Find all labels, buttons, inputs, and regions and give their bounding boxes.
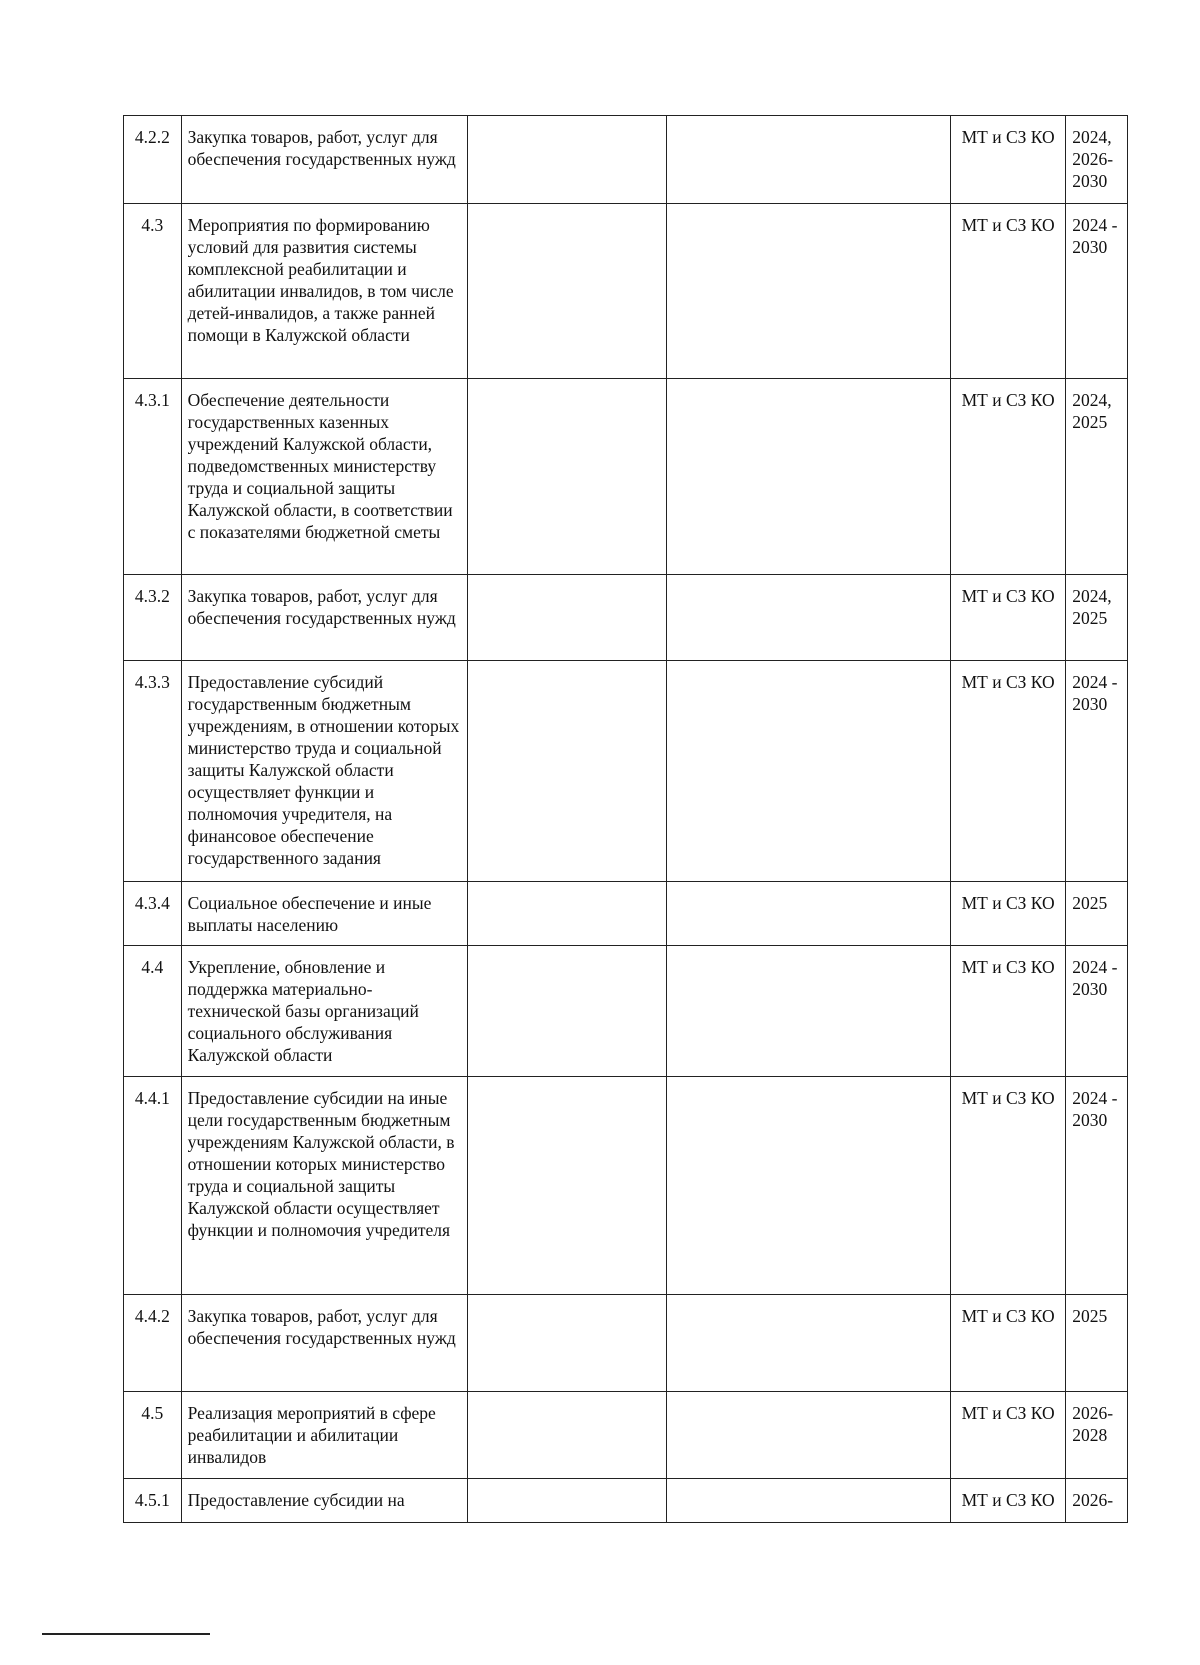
period-line: 2024, <box>1072 586 1112 606</box>
period-cell <box>1066 1077 1128 1295</box>
measure-name-cell: Реализация мероприятий в сфере реабилитации и абилитации инвалидов <box>181 1392 467 1479</box>
row-number-cell: 4.4.2 <box>124 1295 182 1392</box>
table-row <box>124 661 1128 882</box>
period-line: 2025 <box>1072 893 1108 913</box>
empty-cell <box>666 1077 950 1295</box>
period-line: 2030 <box>1072 979 1108 999</box>
empty-cell <box>467 575 666 661</box>
empty-cell <box>666 946 950 1077</box>
empty-cell <box>666 1392 950 1479</box>
executor-cell: МТ и СЗ КО <box>951 661 1066 882</box>
period-line: 2024 - <box>1072 215 1118 235</box>
measures-table <box>123 115 1128 1523</box>
measure-name-cell: Предоставление субсидий государственным бюджетным учреждениям, в отношении которых министерство труда и социальной защиты Калужской области осуществляет функции и полномочия учредителя, на финансовое обеспечение государственного задания <box>181 661 467 882</box>
executor-cell: МТ и СЗ КО <box>951 1295 1066 1392</box>
period-cell <box>1066 379 1128 575</box>
empty-cell <box>467 116 666 204</box>
measure-name-cell: Предоставление субсидии на иные цели государственным бюджетным учреждениям Калужской области, в отношении которых министерство труда и социальной защиты Калужской области осуществляет функции и полномочия учредителя <box>181 1077 467 1295</box>
row-number-cell: 4.2.2 <box>124 116 182 204</box>
table-row <box>124 946 1128 1077</box>
period-cell <box>1066 204 1128 379</box>
measure-name-cell: Мероприятия по формированию условий для развития системы комплексной реабилитации и абилитации инвалидов, в том числе детей-инвалидов, а также ранней помощи в Калужской области <box>181 204 467 379</box>
table-row <box>124 116 1128 204</box>
empty-cell <box>467 661 666 882</box>
executor-cell: МТ и СЗ КО <box>951 1077 1066 1295</box>
table-body <box>124 116 1128 1523</box>
empty-cell <box>467 1077 666 1295</box>
table-row <box>124 1295 1128 1392</box>
empty-cell <box>666 1479 950 1523</box>
empty-cell <box>467 204 666 379</box>
period-line: 2025 <box>1072 1306 1108 1326</box>
period-line: 2026- <box>1072 1490 1114 1510</box>
period-line: 2024, <box>1072 390 1112 410</box>
period-line: 2026- <box>1072 149 1114 169</box>
period-line: 2024 - <box>1072 1088 1118 1108</box>
executor-cell: МТ и СЗ КО <box>951 116 1066 204</box>
measure-name-cell: Закупка товаров, работ, услуг для обеспечения государственных нужд <box>181 1295 467 1392</box>
row-number-cell: 4.3.1 <box>124 379 182 575</box>
row-number-cell: 4.5 <box>124 1392 182 1479</box>
period-line: 2025 <box>1072 608 1108 628</box>
period-line: 2024, <box>1072 127 1112 147</box>
period-line: 2024 - <box>1072 957 1118 977</box>
row-number-cell: 4.4.1 <box>124 1077 182 1295</box>
period-cell <box>1066 1392 1128 1479</box>
row-number-cell: 4.5.1 <box>124 1479 182 1523</box>
table-row <box>124 575 1128 661</box>
empty-cell <box>666 1295 950 1392</box>
empty-cell <box>467 1479 666 1523</box>
period-line: 2030 <box>1072 237 1108 257</box>
row-number-cell: 4.3.2 <box>124 575 182 661</box>
table-row <box>124 882 1128 946</box>
period-cell <box>1066 946 1128 1077</box>
table-row <box>124 1479 1128 1523</box>
executor-cell: МТ и СЗ КО <box>951 946 1066 1077</box>
executor-cell: МТ и СЗ КО <box>951 575 1066 661</box>
empty-cell <box>467 882 666 946</box>
period-line: 2030 <box>1072 171 1108 191</box>
table-row <box>124 1392 1128 1479</box>
table-row <box>124 1077 1128 1295</box>
row-number-cell: 4.3 <box>124 204 182 379</box>
empty-cell <box>467 946 666 1077</box>
executor-cell: МТ и СЗ КО <box>951 204 1066 379</box>
empty-cell <box>467 1392 666 1479</box>
period-line: 2026- <box>1072 1403 1114 1423</box>
table-row <box>124 204 1128 379</box>
executor-cell: МТ и СЗ КО <box>951 1479 1066 1523</box>
measure-name-cell: Укрепление, обновление и поддержка материально-технической базы организаций социального обслуживания Калужской области <box>181 946 467 1077</box>
period-line: 2028 <box>1072 1425 1108 1445</box>
measure-name-cell: Обеспечение деятельности государственных казенных учреждений Калужской области, подведомственных министерству труда и социальной защиты Калужской области, в соответствии с показателями бюджетной сметы <box>181 379 467 575</box>
empty-cell <box>467 379 666 575</box>
measure-name-cell: Предоставление субсидии на <box>181 1479 467 1523</box>
period-cell <box>1066 1295 1128 1392</box>
period-cell <box>1066 575 1128 661</box>
period-cell <box>1066 882 1128 946</box>
measure-name-cell: Закупка товаров, работ, услуг для обеспечения государственных нужд <box>181 575 467 661</box>
period-line: 2025 <box>1072 412 1108 432</box>
empty-cell <box>467 1295 666 1392</box>
row-number-cell: 4.3.3 <box>124 661 182 882</box>
empty-cell <box>666 575 950 661</box>
table-row <box>124 379 1128 575</box>
row-number-cell: 4.3.4 <box>124 882 182 946</box>
row-number-cell: 4.4 <box>124 946 182 1077</box>
empty-cell <box>666 379 950 575</box>
empty-cell <box>666 204 950 379</box>
measure-name-cell: Закупка товаров, работ, услуг для обеспечения государственных нужд <box>181 116 467 204</box>
period-line: 2030 <box>1072 694 1108 714</box>
footnote-divider <box>42 1633 210 1635</box>
measure-name-cell: Социальное обеспечение и иные выплаты населению <box>181 882 467 946</box>
executor-cell: МТ и СЗ КО <box>951 1392 1066 1479</box>
empty-cell <box>666 661 950 882</box>
period-cell <box>1066 661 1128 882</box>
executor-cell: МТ и СЗ КО <box>951 882 1066 946</box>
empty-cell <box>666 882 950 946</box>
period-cell <box>1066 116 1128 204</box>
period-line: 2030 <box>1072 1110 1108 1130</box>
period-cell <box>1066 1479 1128 1523</box>
executor-cell: МТ и СЗ КО <box>951 379 1066 575</box>
period-line: 2024 - <box>1072 672 1118 692</box>
empty-cell <box>666 116 950 204</box>
